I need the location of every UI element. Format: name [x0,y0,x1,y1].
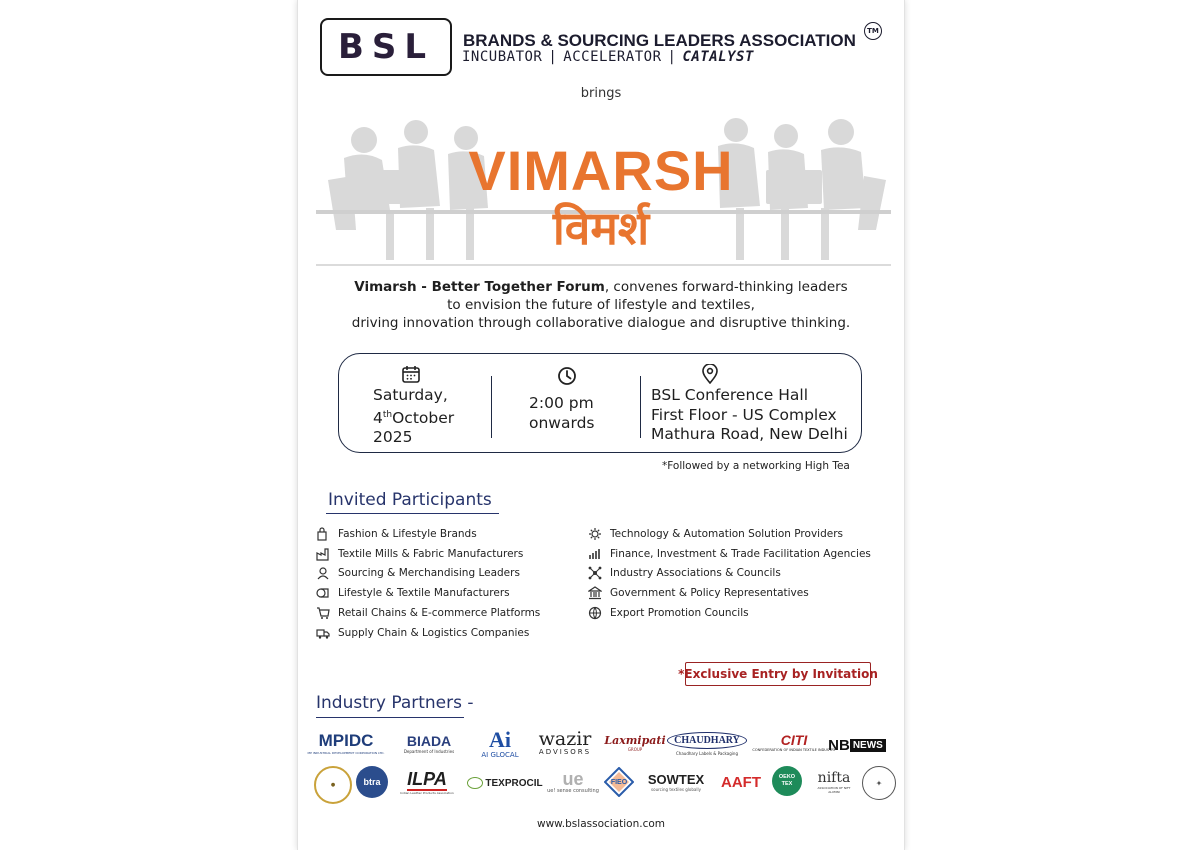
organization-tagline [462,49,754,65]
industry-partners-title: Industry Partners - [316,693,474,713]
participant-item: Export Promotion Councils [588,603,871,623]
partner-logo-mpidc: MPIDC MP INDUSTRIAL DEVELOPMENT CORPORATION LTD. [307,731,385,755]
tagline-catalyst: CATALYST [682,49,754,65]
date-month: October [392,408,455,427]
partner-logo-aaft: AAFT [721,773,761,791]
time-start: 2:00 pm [529,394,594,412]
partner-logo-oeko-tex: OEKO TEX [772,766,802,796]
date-suffix: th [382,409,393,420]
partner-logo-nifta: nifta ASSOCIATION OF NIFT ALUMNI [817,769,851,794]
clock-icon [557,366,577,386]
factory-icon [316,547,330,561]
supply-chain-icon [316,626,330,640]
description-line-3: driving innovation through collaborative dialogue and disruptive thinking. [351,315,851,331]
tagline-accelerator: ACCELERATOR [563,49,662,65]
event-title-hindi: विमर्श [552,201,650,255]
participant-item: Government & Policy Representatives [588,583,871,603]
venue-floor: First Floor - US Complex [651,405,837,424]
participant-item: Sourcing & Merchandising Leaders [316,564,540,584]
high-tea-note: *Followed by a networking High Tea [662,460,850,472]
participant-item: Supply Chain & Logistics Companies [316,623,540,643]
participant-item: Technology & Automation Solution Providers [588,524,871,544]
participants-left-list [316,524,540,643]
partner-logo-sowtex: SOWTEX sourcing textiles globally [647,771,705,792]
event-time [529,394,595,433]
intro-text: brings [580,86,622,101]
title-underline [316,717,464,718]
tagline-separator: | [548,49,558,65]
event-venue [651,386,848,445]
tagline-separator: | [667,49,677,65]
partner-logo-texprocil: TEXPROCIL [464,770,546,796]
date-number: 4 [373,408,383,427]
event-description [318,278,884,332]
participant-item: Finance, Investment & Trade Facilitation Agencies [588,544,871,564]
government-icon [588,586,602,600]
website-url[interactable]: www.bslassociation.com [537,818,665,830]
venue-address: Mathura Road, New Delhi [651,425,848,443]
export-icon [588,606,602,620]
partner-logo-fieo: FIEO [602,766,636,798]
partner-logos [307,724,892,804]
gear-automation-icon [588,527,602,541]
bsl-logo: BSL [320,18,452,76]
venue-name: BSL Conference Hall [651,386,809,404]
merchandising-icon [316,566,330,580]
description-line-1: , convenes forward-thinking leaders [604,279,848,295]
event-details-box [338,353,862,453]
fabric-roll-icon [316,586,330,600]
partner-logo-ilpa: ILPA Indian Leather Products Association [400,769,454,795]
shopping-cart-icon [316,606,330,620]
partner-logo-round-emblem: ✦ [862,766,896,800]
calendar-icon [401,364,421,384]
partner-logo-chaudhary: CHAUDHARY Chaudhary Labels & Packaging [670,728,744,760]
invited-participants-title: Invited Participants [328,490,492,510]
shopping-bags-icon [316,527,330,541]
partner-logo-laxmipati: Laxmipati GROUP [604,734,666,752]
date-line [373,406,454,429]
partner-logo-wazir: wazir ADVISORS [538,728,592,756]
participant-item: Textile Mills & Fabric Manufacturers [316,544,540,564]
partner-logo-nb-news: NB NEWS [820,734,894,756]
partner-logo-citi: CITI CONFEDERATION OF INDIAN TEXTILE INDUSTRY [752,732,836,752]
organization-name: BRANDS & SOURCING LEADERS ASSOCIATION [463,31,856,50]
partner-logo-ue-consulting: ue ue! sense consulting [547,769,599,794]
tagline-incubator: INCUBATOR [462,49,543,65]
participants-right-list [588,524,871,623]
partner-logo-biada: BIADA Department of Industries [403,732,455,754]
description-line-2: to envision the future of lifestyle and textiles, [447,297,755,313]
network-icon [588,566,602,580]
trademark-symbol: TM [864,22,882,40]
exclusive-entry-badge: *Exclusive Entry by Invitation [685,662,871,686]
divider [640,376,641,438]
title-underline [326,513,499,514]
time-onwards: onwards [529,413,595,432]
participant-item: Fashion & Lifestyle Brands [316,524,540,544]
forum-name: Vimarsh - Better Together Forum [354,279,605,295]
divider [491,376,492,438]
event-flyer [297,0,905,850]
event-title: VIMARSH [468,139,734,202]
participant-item: Retail Chains & E-commerce Platforms [316,603,540,623]
participant-item: Industry Associations & Councils [588,564,871,584]
date-year: 2025 [373,428,413,447]
location-pin-icon [701,364,719,384]
participant-item: Lifestyle & Textile Manufacturers [316,583,540,603]
event-date [373,386,454,448]
finance-icon [588,547,602,561]
partner-logo-btra: btra [356,766,388,798]
partner-logo-gold-seal: ● [314,766,352,804]
partner-logo-ai-glocal: Ai AI GLOCAL [481,727,519,759]
date-day: Saturday, [373,386,448,404]
